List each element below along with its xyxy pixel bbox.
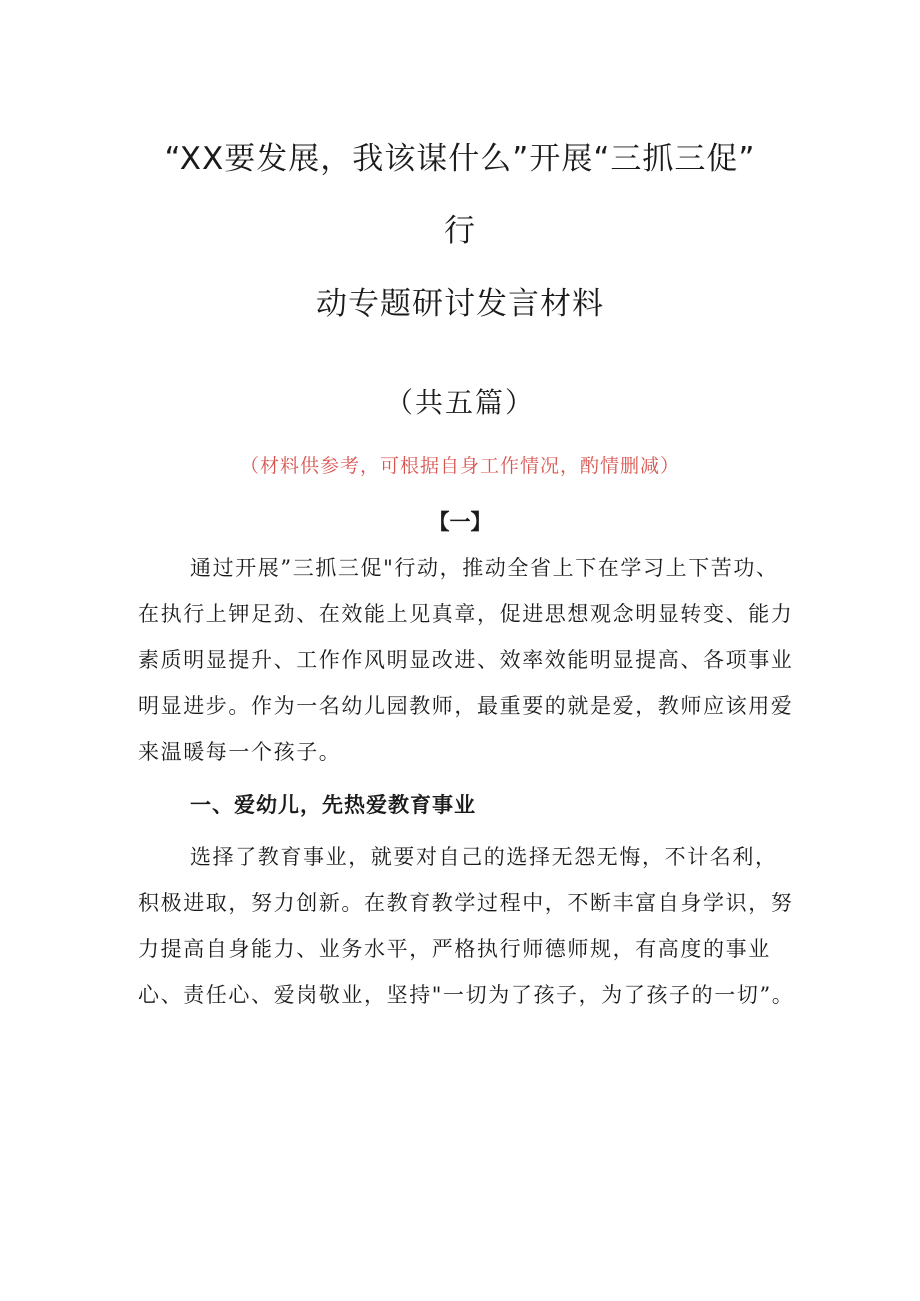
title-line-2: 行 xyxy=(444,213,476,249)
title-line-1: “XX要发展，我该谋什么”开展“三抓三促” xyxy=(164,141,756,177)
reference-note: （材料供参考，可根据自身工作情况，酌情删减） xyxy=(239,455,680,477)
subtitle: （共五篇） xyxy=(384,386,535,419)
paragraph-2: 选择了教育事业，就要对自己的选择无怨无悔，不计名利，积极进取，努力创新。在教育教学过程中，不断丰富自身学识，努力提高自身能力、业务水平，严格执行师德师规，有高度的事业心、责任心、爱岗敬业，坚持"一切为了孩子，为了孩子的一切”。 xyxy=(138,845,795,1007)
section-heading-1: 一、爱幼儿，先热爱教育事业 xyxy=(190,793,476,817)
title-line-3: 动专题研讨发言材料 xyxy=(316,286,604,322)
paragraph-1: 通过开展”三抓三促"行动，推动全省上下在学习上下苦功、在执行上钾足劲、在效能上见真章，促进思想观念明显转变、能力素质明显提升、工作作风明显改进、效率效能明显提高、各项事业明显进步。作为一名幼儿园教师，最重要的就是爱，教师应该用爱来温暖每一个孩子。 xyxy=(138,556,794,764)
part-mark: 【一】 xyxy=(428,510,492,534)
